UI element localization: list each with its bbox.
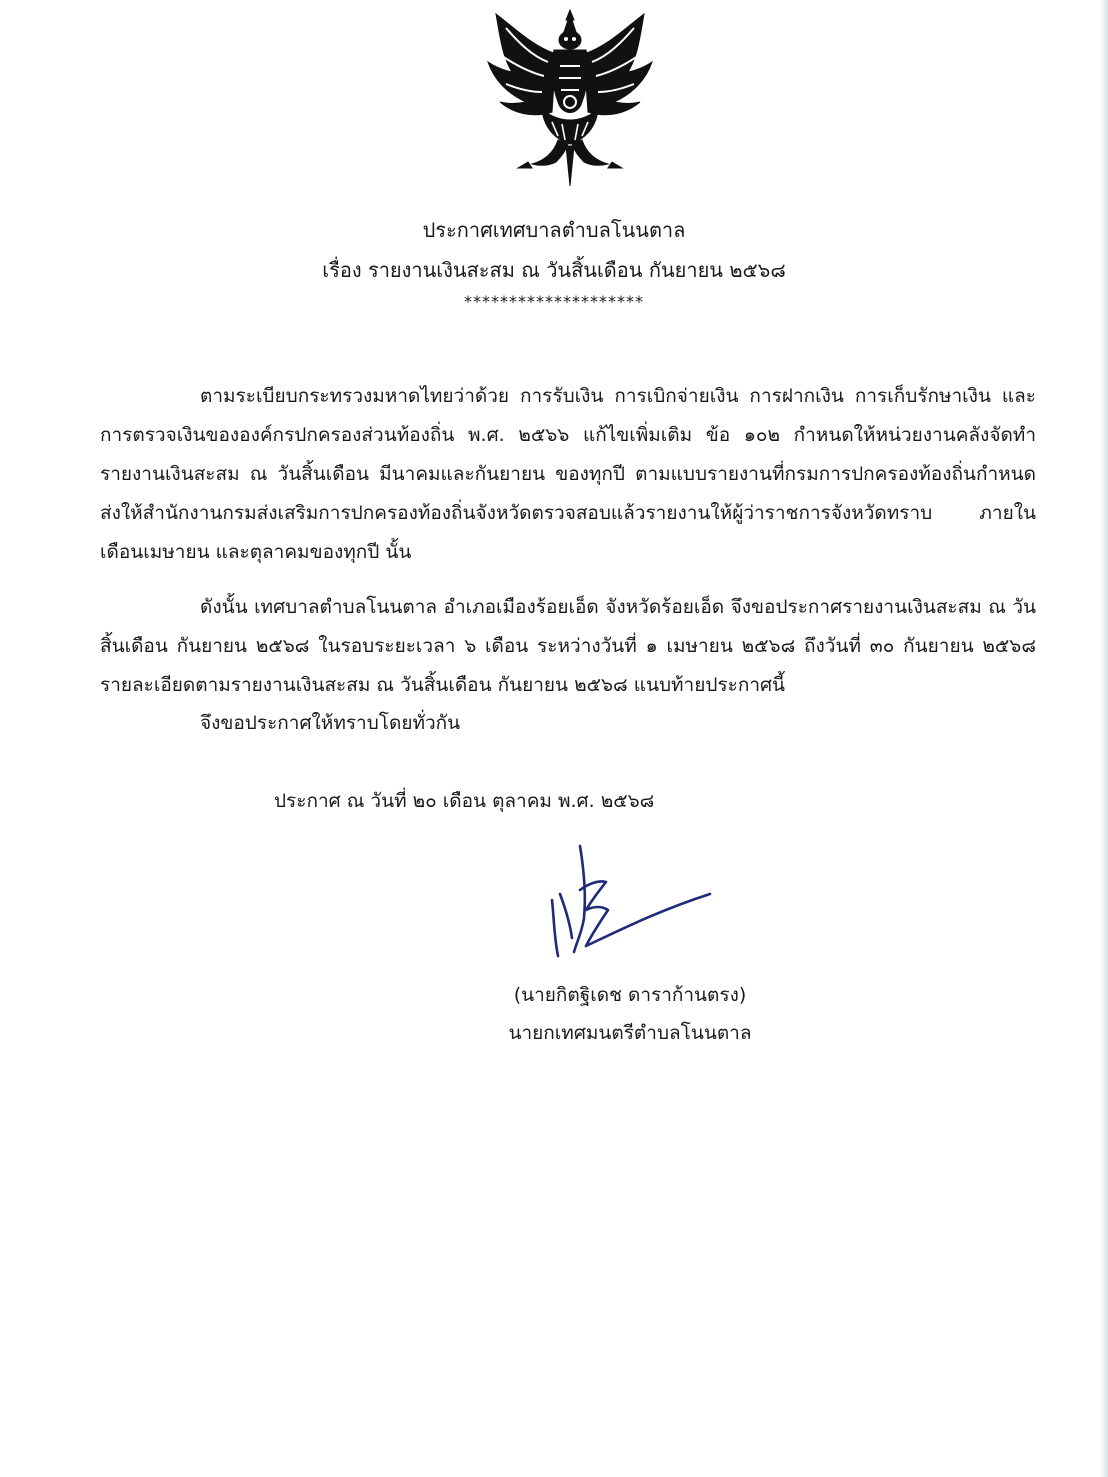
- body-paragraph-2: ดังนั้น เทศบาลตำบลโนนตาล อำเภอเมืองร้อยเอ็ด จังหวัดร้อยเอ็ด จึงขอประกาศรายงานเงินสะสม ณ วันสิ้นเดือน กันยายน ๒๕๖๘ ในรอบระยะเวลา ๖ เดือน ระหว่างวันที่ ๑ เมษายน ๒๕๖๘ ถึงวันที่ ๓๐ กันยายน ๒๕๖๘ รายละเอียดตามรายงานเงินสะสม ณ วันสิ้นเดือน กันยายน ๒๕๖๘ แนบท้ายประกาศนี้: [100, 596, 1036, 696]
- handwritten-signature: [540, 840, 720, 970]
- closing-statement: จึงขอประกาศให้ทราบโดยทั่วกัน: [200, 712, 461, 734]
- signatory-name: (นายกิตฐิเดช ดาราก้านตรง): [513, 984, 747, 1006]
- garuda-emblem-icon: [482, 6, 658, 186]
- separator-stars: ********************: [464, 292, 644, 311]
- scan-edge-shadow: [1100, 0, 1108, 1477]
- body-paragraph-1: ตามระเบียบกระทรวงมหาดไทยว่าด้วย การรับเงิน การเบิกจ่ายเงิน การฝากเงิน การเก็บรักษาเงิน และการตรวจเงินขององค์กรปกครองส่วนท้องถิ่น พ.ศ. ๒๕๖๖ แก้ไขเพิ่มเติม ข้อ ๑๐๒ กำหนดให้หน่วยงานคลังจัดทำรายงานเงินสะสม ณ วันสิ้นเดือน มีนาคมและกันยายน ของทุกปี ตามแบบรายงานที่กรมการปกครองท้องถิ่นกำหนดส่งให้สำนักงานกรมส่งเสริมการปกครองท้องถิ่นจังหวัดตรวจสอบแล้วรายงานให้ผู้ว่าราชการจังหวัดทราบ ภายในเดือนเมษายน และตุลาคมของทุกปี นั้น: [100, 385, 1036, 563]
- announcement-subject: เรื่อง รายงานเงินสะสม ณ วันสิ้นเดือน กันยายน ๒๕๖๘: [322, 258, 786, 282]
- signatory-position: นายกเทศมนตรีตำบลโนนตาล: [508, 1022, 752, 1044]
- announcement-date: ประกาศ ณ วันที่ ๒๐ เดือน ตุลาคม พ.ศ. ๒๕๖๘: [274, 790, 655, 812]
- announcement-title: ประกาศเทศบาลตำบลโนนตาล: [422, 218, 686, 242]
